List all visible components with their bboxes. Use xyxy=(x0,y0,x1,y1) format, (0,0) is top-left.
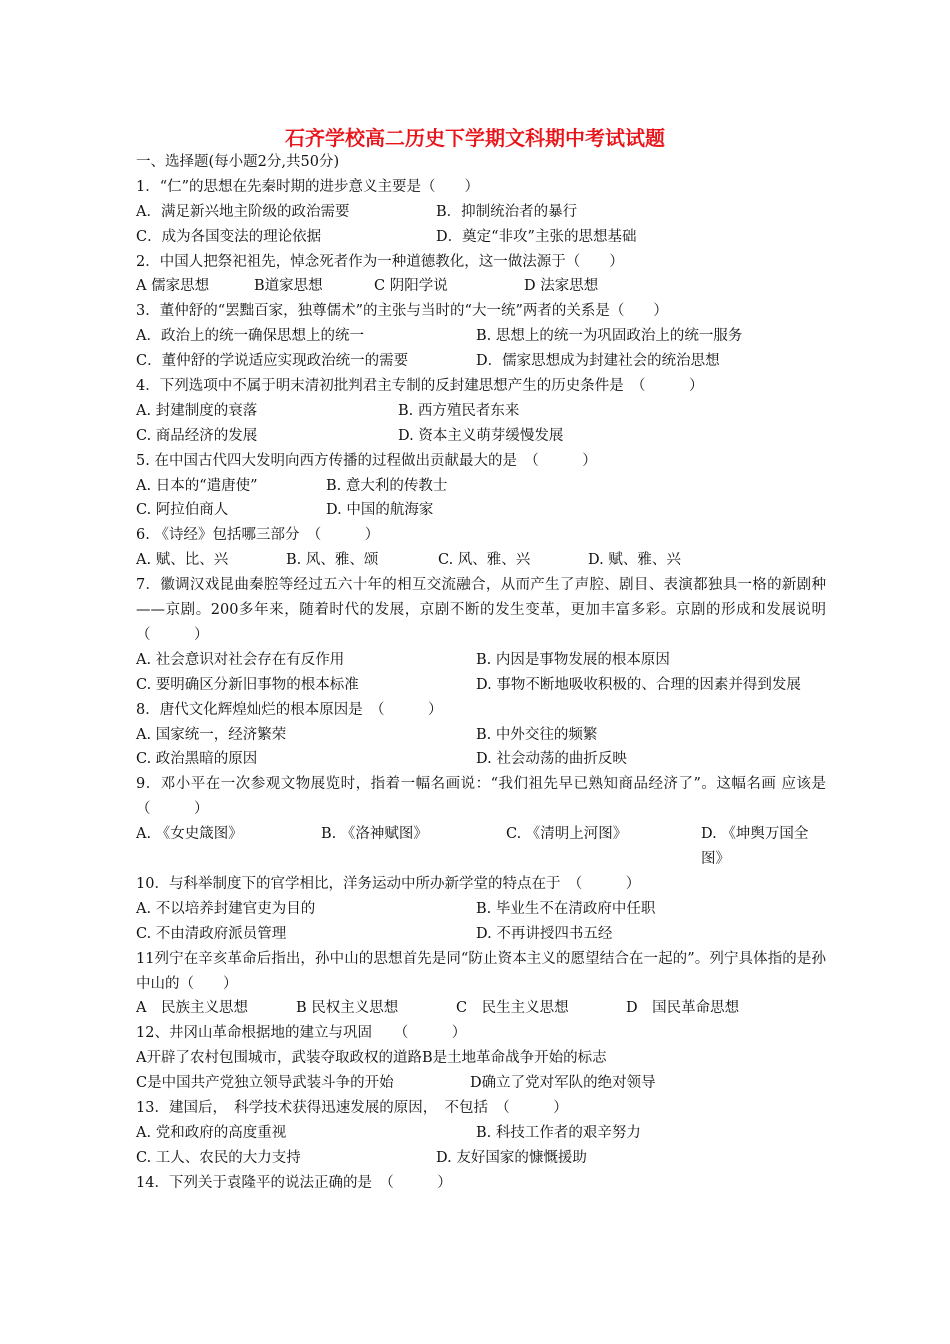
exam-title: 石齐学校高二历史下学期文科期中考试试题 xyxy=(285,126,665,150)
option-a: A. 封建制度的衰落 xyxy=(136,402,258,419)
question-7-stem: 7．徽调汉戏昆曲秦腔等经过五六十年的相互交流融合，从而产生了声腔、剧目、表演都独具一格的新剧种——京剧。200多年来，随着时代的发展，京剧不断的发生变革，更加丰富多彩。京剧的形成和发展说明 （ ） xyxy=(136,577,841,643)
question-12-stem: 12、井冈山革命根据地的建立与巩固 （ ） xyxy=(136,1025,467,1042)
option-d: D. 资本主义萌芽缓慢发展 xyxy=(398,427,564,444)
option-a: A开辟了农村包围城市，武装夺取政权的道路 xyxy=(136,1050,422,1067)
option-b: B. 风、雅、颂 xyxy=(286,552,379,569)
question-13-stem: 13．建国后， 科学技术获得迅速发展的原因， 不包括 （ ） xyxy=(136,1100,568,1116)
option-a: A. 日本的“遣唐使” xyxy=(136,477,258,494)
question-12-options-ab xyxy=(136,1046,826,1071)
option-d: D. 《坤舆万国全图》 xyxy=(701,826,809,868)
question-13-options-cd xyxy=(136,1146,826,1171)
option-c: C. 要明确区分新旧事物的根本标准 xyxy=(136,676,359,693)
option-b: B. 科技工作者的艰辛努力 xyxy=(476,1124,641,1141)
question-1-options-ab xyxy=(136,200,826,225)
option-c: C 民生主义思想 xyxy=(456,1000,569,1017)
question-3-options-ab xyxy=(136,324,826,349)
question-9-options xyxy=(136,822,826,872)
question-10-options-ab xyxy=(136,897,826,922)
option-c: C．成为各国变法的理论依据 xyxy=(136,228,322,245)
option-c: C 阴阳学说 xyxy=(374,278,448,295)
question-2-stem: 2．中国人把祭祀祖先，悼念死者作为一种道德教化，这一做法源于（ ） xyxy=(136,253,624,270)
option-d: D. 赋、雅、兴 xyxy=(588,552,681,569)
option-b: B是土地革命战争开始的标志 xyxy=(421,1050,607,1067)
option-a: A. 国家统一，经济繁荣 xyxy=(136,726,287,743)
question-9-stem: 9．邓小平在一次参观文物展览时，指着一幅名画说：“我们祖先早已熟知商品经济了”。这幅名画 应该是 （ ） xyxy=(136,776,841,818)
section-heading: 一、选择题(每小题2分,共50分) xyxy=(136,154,340,170)
option-d: D 法家思想 xyxy=(524,278,599,295)
question-5-options-cd xyxy=(136,498,826,523)
option-d: D. 友好国家的慷慨援助 xyxy=(436,1149,587,1166)
option-b: B. 毕业生不在清政府中任职 xyxy=(476,900,656,917)
question-8-options-cd xyxy=(136,747,826,772)
option-d: D. 社会动荡的曲折反映 xyxy=(476,751,627,768)
option-a: A. 赋、比、兴 xyxy=(136,552,229,569)
option-c: C．董仲舒的学说适应实现政治统一的需要 xyxy=(136,353,409,370)
option-b: B. 西方殖民者东来 xyxy=(398,402,520,419)
option-d: D. 中国的航海家 xyxy=(326,502,434,519)
option-b: B. 意大利的传教士 xyxy=(326,477,448,494)
option-a: A. 不以培养封建官吏为目的 xyxy=(136,900,316,917)
question-14-stem: 14．下列关于袁隆平的说法正确的是 （ ） xyxy=(136,1174,452,1191)
question-3-options-cd xyxy=(136,349,826,374)
question-4-stem: 4．下列选项中不属于明末清初批判君主专制的反封建思想产生的历史条件是 （ ） xyxy=(136,378,704,395)
option-c: C. 商品经济的发展 xyxy=(136,427,258,444)
question-1-stem: 1．“仁”的思想在先秦时期的进步意义主要是（ ） xyxy=(136,178,480,195)
option-d: D．儒家思想成为封建社会的统治思想 xyxy=(476,353,720,370)
option-a: A. 党和政府的高度重视 xyxy=(136,1124,287,1141)
question-11-options xyxy=(136,996,826,1021)
option-d: D. 不再讲授四书五经 xyxy=(476,925,613,942)
option-a: A．满足新兴地主阶级的政治需要 xyxy=(136,203,350,220)
option-a: A 民族主义思想 xyxy=(136,1000,248,1017)
option-a: A 儒家思想 xyxy=(136,278,210,295)
option-c: C. 不由清政府派员管理 xyxy=(136,925,287,942)
option-a: A. 《女史箴图》 xyxy=(136,826,243,843)
question-list xyxy=(136,150,841,1196)
option-c: C是中国共产党独立领导武装斗争的开始 xyxy=(136,1075,394,1092)
option-c: C. 《清明上河图》 xyxy=(506,826,628,843)
option-b: B. 内因是事物发展的根本原因 xyxy=(476,651,670,668)
question-10-options-cd xyxy=(136,922,826,947)
option-b: B．抑制统治者的暴行 xyxy=(436,203,578,220)
option-b: B. 中外交往的频繁 xyxy=(476,726,598,743)
question-6-stem: 6. 《诗经》包括哪三部分 （ ） xyxy=(136,527,380,544)
question-1-options-cd xyxy=(136,225,826,250)
option-c: C. 政治黑暗的原因 xyxy=(136,751,258,768)
option-d: D 国民革命思想 xyxy=(626,1000,740,1017)
option-a: A. 社会意识对社会存在有反作用 xyxy=(136,651,345,668)
question-4-options-cd xyxy=(136,424,826,449)
question-6-options xyxy=(136,548,826,573)
option-b: B道家思想 xyxy=(254,278,323,295)
option-b: B. 思想上的统一为巩固政治上的统一服务 xyxy=(476,328,743,345)
option-c: C. 风、雅、兴 xyxy=(438,552,531,569)
option-a: A．政治上的统一确保思想上的统一 xyxy=(136,328,364,345)
option-b: B. 《洛神赋图》 xyxy=(321,826,428,843)
question-8-options-ab xyxy=(136,723,826,748)
question-3-stem: 3．董仲舒的“罢黜百家，独尊儒术”的主张与当时的“大一统”两者的关系是（ ） xyxy=(136,303,668,320)
question-4-options-ab xyxy=(136,399,826,424)
question-8-stem: 8．唐代文化辉煌灿烂的根本原因是 （ ） xyxy=(136,701,443,718)
option-c: C. 阿拉伯商人 xyxy=(136,502,229,519)
question-5-stem: 5. 在中国古代四大发明向西方传播的过程做出贡献最大的是 （ ） xyxy=(136,452,597,469)
question-13-options-ab xyxy=(136,1121,826,1146)
option-d: D确立了党对军队的绝对领导 xyxy=(470,1075,656,1092)
option-d: D．奠定“非攻”主张的思想基础 xyxy=(436,228,637,245)
question-11-stem: 11列宁在辛亥革命后指出，孙中山的思想首先是同“防止资本主义的愿望结合在一起的”。列宁具体指的是孙中山的（ ） xyxy=(136,950,826,992)
question-10-stem: 10．与科举制度下的官学相比，洋务运动中所办新学堂的特点在于 （ ） xyxy=(136,875,641,892)
question-7-options-cd xyxy=(136,673,826,698)
option-c: C. 工人、农民的大力支持 xyxy=(136,1149,301,1166)
question-7-options-ab xyxy=(136,648,826,673)
question-2-options xyxy=(136,274,826,299)
question-5-options-ab xyxy=(136,474,826,499)
question-12-options-cd xyxy=(136,1071,826,1096)
option-d: D. 事物不断地吸收积极的、合理的因素并得到发展 xyxy=(476,676,801,693)
option-b: B 民权主义思想 xyxy=(296,1000,399,1017)
